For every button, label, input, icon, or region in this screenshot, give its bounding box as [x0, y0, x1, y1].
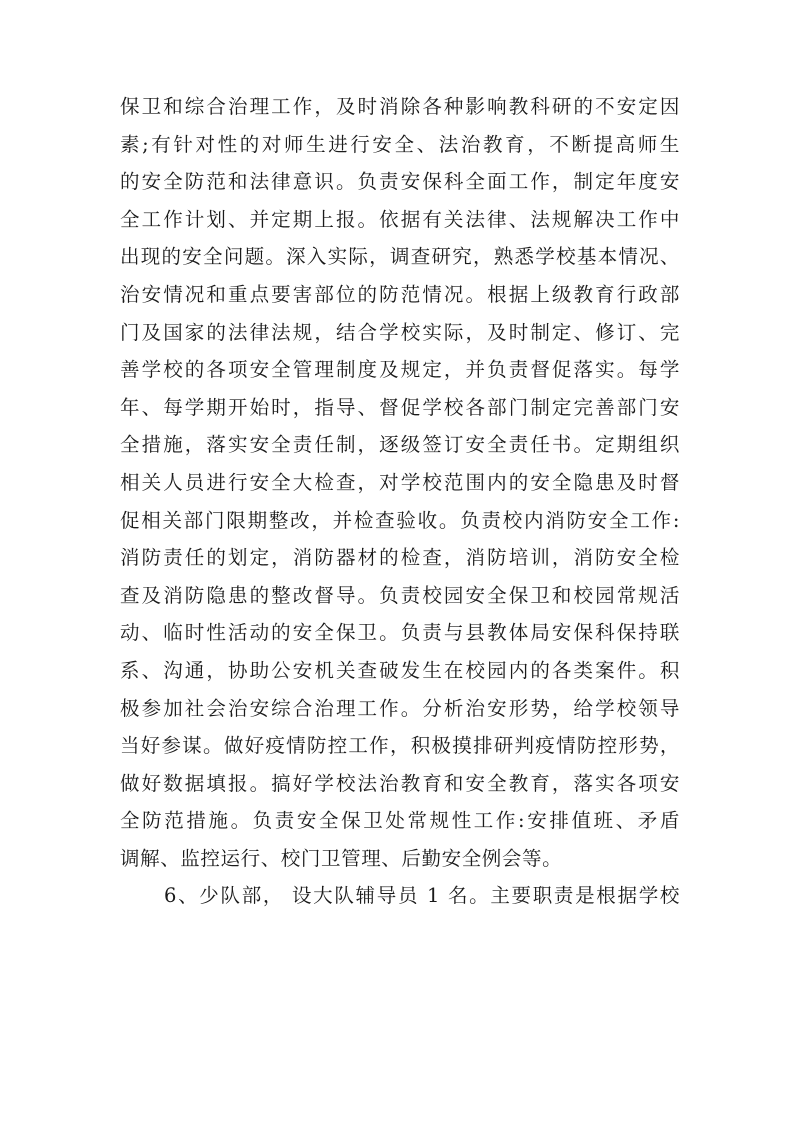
text-line: 促相关部门限期整改，并检查验收。负责校内消防安全工作: [120, 508, 680, 532]
document-body [120, 88, 680, 915]
text-line: 动、临时性活动的安全保卫。负责与县教体局安保科保持联 [120, 621, 680, 645]
text-line: 相关人员进行安全大检查，对学校范围内的安全隐患及时督 [120, 470, 680, 494]
paragraph-youth-team-department [120, 877, 680, 915]
text-line: 出现的安全问题。深入实际，调查研究，熟悉学校基本情况、 [120, 245, 680, 269]
text-line: 调解、监控运行、校门卫管理、后勤安全例会等。 [120, 846, 563, 870]
text-line: 全工作计划、并定期上报。依据有关法律、法规解决工作中 [120, 207, 680, 231]
text-line: 善学校的各项安全管理制度及规定，并负责督促落实。每学 [120, 358, 680, 382]
text-line: 全防范措施。负责安全保卫处常规性工作:安排值班、矛盾 [120, 809, 680, 833]
text-line: 消防责任的划定，消防器材的检查，消防培训，消防安全检 [120, 546, 680, 570]
text-line: 素;有针对性的对师生进行安全、法治教育，不断提高师生 [120, 132, 680, 156]
text-line: 门及国家的法律法规，结合学校实际，及时制定、修订、完 [120, 320, 680, 344]
text-line: 治安情况和重点要害部位的防范情况。根据上级教育行政部 [120, 282, 680, 306]
text-line: 6、少队部， 设大队辅导员 1 名。主要职责是根据学校 [164, 884, 680, 908]
text-line: 的安全防范和法律意识。负责安保科全面工作，制定年度安 [120, 170, 680, 194]
text-line: 做好数据填报。搞好学校法治教育和安全教育，落实各项安 [120, 771, 680, 795]
text-line: 查及消防隐患的整改督导。负责校园安全保卫和校园常规活 [120, 583, 680, 607]
text-line: 年、每学期开始时，指导、督促学校各部门制定完善部门安 [120, 395, 680, 419]
text-line: 极参加社会治安综合治理工作。分析治安形势，给学校领导 [120, 696, 680, 720]
paragraph-security-duties [120, 88, 680, 877]
text-line: 全措施，落实安全责任制，逐级签订安全责任书。定期组织 [120, 433, 680, 457]
text-line: 当好参谋。做好疫情防控工作，积极摸排研判疫情防控形势， [120, 734, 680, 758]
text-line: 系、沟通，协助公安机关查破发生在校园内的各类案件。积 [120, 658, 680, 682]
text-line: 保卫和综合治理工作，及时消除各种影响教科研的不安定因 [120, 95, 680, 118]
